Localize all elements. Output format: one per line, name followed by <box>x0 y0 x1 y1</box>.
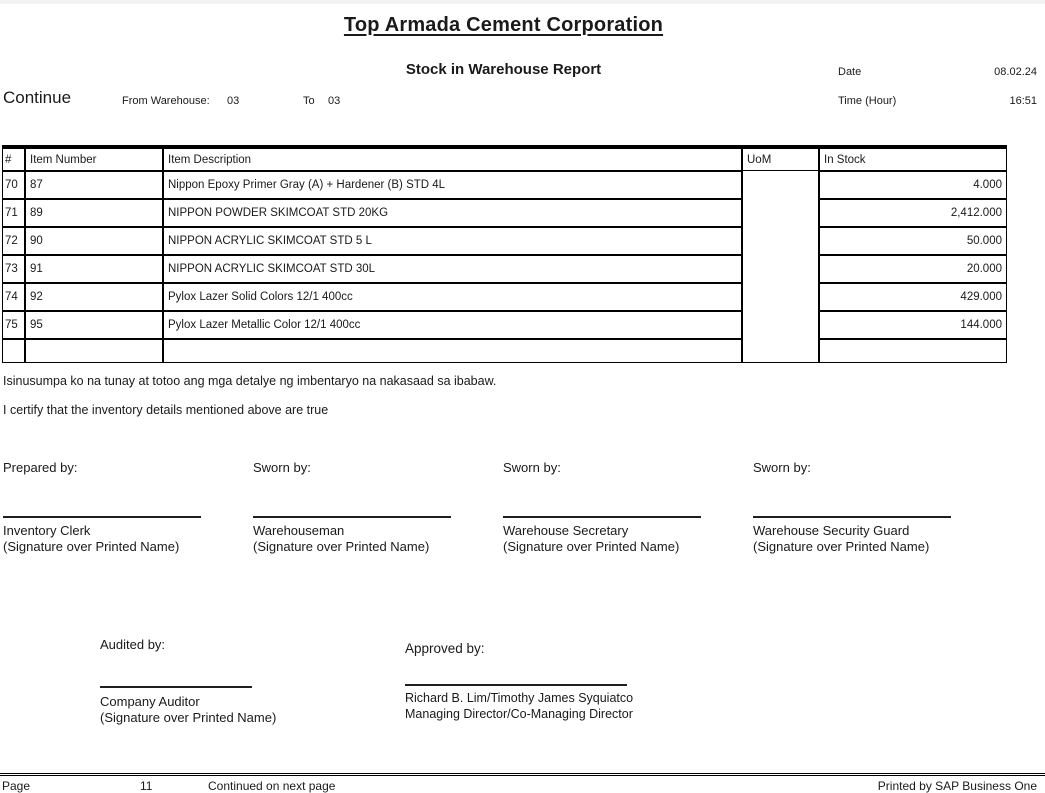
signature-block-sworn-by-3 <box>753 460 998 554</box>
header-cell-uom: UoM <box>742 148 819 171</box>
cell-uom <box>742 339 819 363</box>
certification-english: I certify that the inventory details mentioned above are true <box>3 403 329 417</box>
cell-item-description: Nippon Epoxy Primer Gray (A) + Hardener (B) STD 4L <box>163 171 742 199</box>
from-warehouse-label: From Warehouse: <box>122 95 210 107</box>
cell-in-stock <box>819 339 1007 363</box>
signatory-note: (Signature over Printed Name) <box>3 539 180 554</box>
signatory-label: Sworn by: <box>253 460 311 475</box>
date-label: Date <box>838 66 862 78</box>
cell-item-number: 91 <box>25 255 163 283</box>
signature-block-prepared-by <box>3 460 248 554</box>
signatory-name: Warehouse Secretary <box>503 523 629 538</box>
cell-in-stock: 20.000 <box>819 255 1007 283</box>
header-cell-item-number: Item Number <box>25 148 163 171</box>
audited-by-label: Audited by: <box>100 637 166 652</box>
from-warehouse-value: 03 <box>227 95 240 107</box>
continued-text: Continued on next page <box>208 779 336 793</box>
signatory-label: Prepared by: <box>3 460 78 475</box>
signature-line <box>3 516 201 518</box>
cell-item-description: NIPPON ACRYLIC SKIMCOAT STD 5 L <box>163 227 742 255</box>
cell-in-stock: 4.000 <box>819 171 1007 199</box>
header-cell-item-description: Item Description <box>163 148 742 171</box>
signature-block-sworn-by-1 <box>253 460 498 554</box>
cell-item-number: 87 <box>25 171 163 199</box>
signatory-note: (Signature over Printed Name) <box>503 539 680 554</box>
cell-row-number: 74 <box>2 283 25 311</box>
certification-tagalog: Isinusumpa ko na tunay at totoo ang mga detalye ng imbentaryo na nakasaad sa ibabaw. <box>3 374 497 388</box>
cell-item-number <box>25 339 163 363</box>
to-value: 03 <box>328 95 341 107</box>
cell-in-stock: 144.000 <box>819 311 1007 339</box>
cell-in-stock: 2,412.000 <box>819 199 1007 227</box>
signatory-name: Warehouseman <box>253 523 345 538</box>
signatory-name: Inventory Clerk <box>3 523 91 538</box>
cell-in-stock: 429.000 <box>819 283 1007 311</box>
cell-row-number <box>2 339 25 363</box>
cell-item-number: 89 <box>25 199 163 227</box>
signature-line <box>100 686 252 688</box>
cell-uom <box>742 171 819 199</box>
cell-item-description: Pylox Lazer Metallic Color 12/1 400cc <box>163 311 742 339</box>
audited-by-block <box>100 637 370 725</box>
table-row-empty <box>2 339 1007 363</box>
cell-row-number: 72 <box>2 227 25 255</box>
signature-line <box>753 516 951 518</box>
to-label: To <box>303 95 315 107</box>
approver-name: Richard B. Lim/Timothy James Syquiatco <box>405 691 634 705</box>
window-top-strip <box>0 0 1045 4</box>
header-cell-in-stock: In Stock <box>819 148 1007 171</box>
cell-uom <box>742 255 819 283</box>
auditor-name: Company Auditor <box>100 694 200 709</box>
company-title: Top Armada Cement Corporation <box>343 14 664 36</box>
cell-item-description <box>163 339 742 363</box>
cell-uom <box>742 199 819 227</box>
signature-line <box>405 684 627 686</box>
signatory-label: Sworn by: <box>503 460 561 475</box>
continue-label: Continue <box>3 88 72 107</box>
cell-uom <box>742 311 819 339</box>
cell-uom <box>742 227 819 255</box>
footer-divider <box>0 773 1045 776</box>
time-label: Time (Hour) <box>838 95 897 107</box>
cell-row-number: 71 <box>2 199 25 227</box>
approver-title: Managing Director/Co-Managing Director <box>405 707 633 721</box>
signatory-label: Sworn by: <box>753 460 811 475</box>
cell-item-number: 92 <box>25 283 163 311</box>
cell-in-stock: 50.000 <box>819 227 1007 255</box>
cell-row-number: 70 <box>2 171 25 199</box>
date-value: 08.02.24 <box>994 66 1037 78</box>
approved-by-block <box>405 641 725 722</box>
auditor-note: (Signature over Printed Name) <box>100 710 277 725</box>
cell-item-number: 95 <box>25 311 163 339</box>
header-cell-number: # <box>2 148 25 171</box>
cell-item-description: NIPPON ACRYLIC SKIMCOAT STD 30L <box>163 255 742 283</box>
signature-line <box>503 516 701 518</box>
table-row <box>2 283 1007 311</box>
table-row <box>2 255 1007 283</box>
approved-by-label: Approved by: <box>405 641 485 656</box>
cell-item-number: 90 <box>25 227 163 255</box>
printed-by-text: Printed by SAP Business One <box>877 779 1037 793</box>
page-number: 11 <box>140 779 153 793</box>
signatory-note: (Signature over Printed Name) <box>253 539 430 554</box>
signatory-name: Warehouse Security Guard <box>753 523 910 538</box>
signature-line <box>253 516 451 518</box>
table-row <box>2 227 1007 255</box>
table-row <box>2 171 1007 199</box>
time-value: 16:51 <box>1009 95 1037 107</box>
cell-row-number: 75 <box>2 311 25 339</box>
cell-item-description: Pylox Lazer Solid Colors 12/1 400cc <box>163 283 742 311</box>
signatory-note: (Signature over Printed Name) <box>753 539 930 554</box>
table-row <box>2 199 1007 227</box>
stock-table <box>2 145 1007 363</box>
report-title: Stock in Warehouse Report <box>405 61 602 78</box>
cell-item-description: NIPPON POWDER SKIMCOAT STD 20KG <box>163 199 742 227</box>
cell-row-number: 73 <box>2 255 25 283</box>
signature-block-sworn-by-2 <box>503 460 748 554</box>
table-header-row <box>2 148 1007 171</box>
cell-uom <box>742 283 819 311</box>
page-label: Page <box>2 779 31 793</box>
table-row <box>2 311 1007 339</box>
